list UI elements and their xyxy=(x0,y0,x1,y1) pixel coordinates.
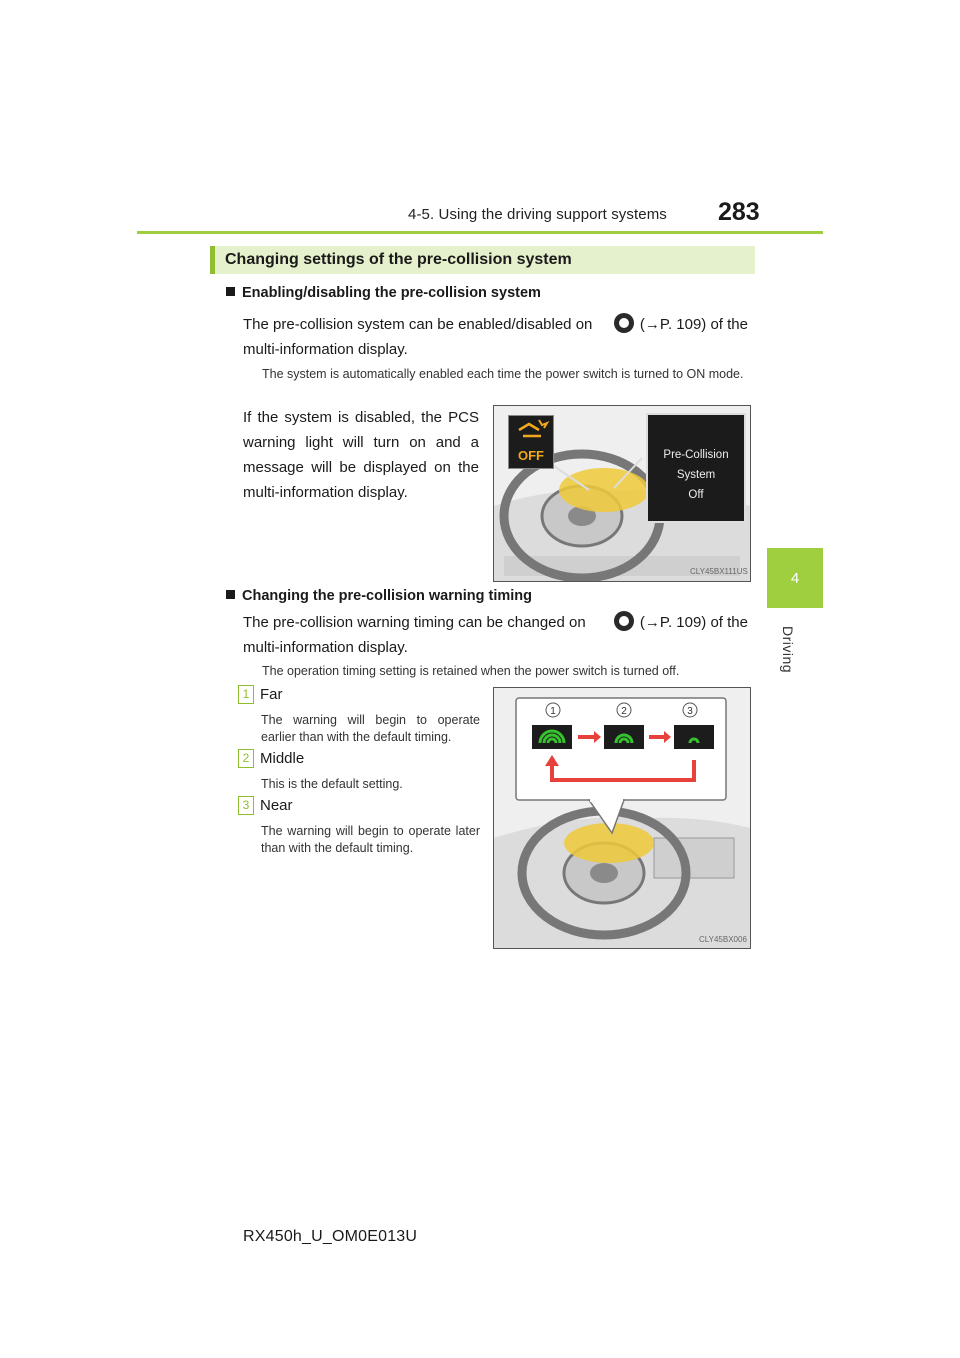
pcs-warning-icon xyxy=(509,416,553,448)
chapter-label: Driving xyxy=(780,626,796,674)
item-note-middle: This is the default setting. xyxy=(261,777,403,791)
square-bullet-icon xyxy=(226,287,235,296)
section-title-bar xyxy=(210,246,755,274)
subheading-enable: Enabling/disabling the pre-collision system xyxy=(226,285,541,301)
page-number: 283 xyxy=(718,198,760,226)
figure-label-2: 2 xyxy=(621,706,627,717)
timing-illustration xyxy=(494,688,750,948)
item-label-near: Near xyxy=(260,797,293,814)
timing-note: The operation timing setting is retained when the power switch is turned off. xyxy=(262,664,680,678)
running-header: 4-5. Using the driving support systems xyxy=(408,206,667,223)
figure-warning-timing xyxy=(493,687,751,949)
pcs-warning-light xyxy=(508,415,554,469)
figure-pcs-off xyxy=(493,405,751,582)
header-rule xyxy=(137,231,823,234)
section-title: Changing settings of the pre-collision system xyxy=(225,251,572,268)
chapter-number: 4 xyxy=(790,570,800,587)
subheading-timing: Changing the pre-collision warning timing xyxy=(226,588,532,604)
item-label-far: Far xyxy=(260,686,283,703)
item-note-far: The warning will begin to operate earlier than with the default timing. xyxy=(261,713,480,744)
square-bullet-icon xyxy=(226,590,235,599)
item-note-near: The warning will begin to operate later than with the default timing. xyxy=(261,824,480,855)
document-code: RX450h_U_OM0E013U xyxy=(243,1228,418,1245)
figure-label-1: 1 xyxy=(550,706,556,717)
settings-gear-icon xyxy=(614,313,634,333)
item-number-3: 3 xyxy=(238,796,254,815)
figure-code: CLY45BX111US xyxy=(690,567,748,576)
enable-note: The system is automatically enabled each time the power switch is turned to ON mode. xyxy=(262,367,744,381)
enable-paragraph: If the system is disabled, the PCS warning light will turn on and a message will be displayed on the multi-information display. xyxy=(243,409,479,501)
enable-instruction: The pre-collision system can be enabled/disabled on (→P. 109) of the multi-information display. xyxy=(243,312,748,362)
item-number-2: 2 xyxy=(238,749,254,768)
item-label-middle: Middle xyxy=(260,750,305,767)
figure-code: CLY45BX006 xyxy=(699,935,747,944)
figure-label-3: 3 xyxy=(687,706,693,717)
mid-display-message: Pre-Collision System Off xyxy=(646,413,746,523)
item-number-1: 1 xyxy=(238,685,254,704)
off-label: OFF xyxy=(518,448,544,463)
timing-instruction: The pre-collision warning timing can be changed on (→P. 109) of the multi-information display. xyxy=(243,610,748,660)
settings-gear-icon xyxy=(614,611,634,631)
